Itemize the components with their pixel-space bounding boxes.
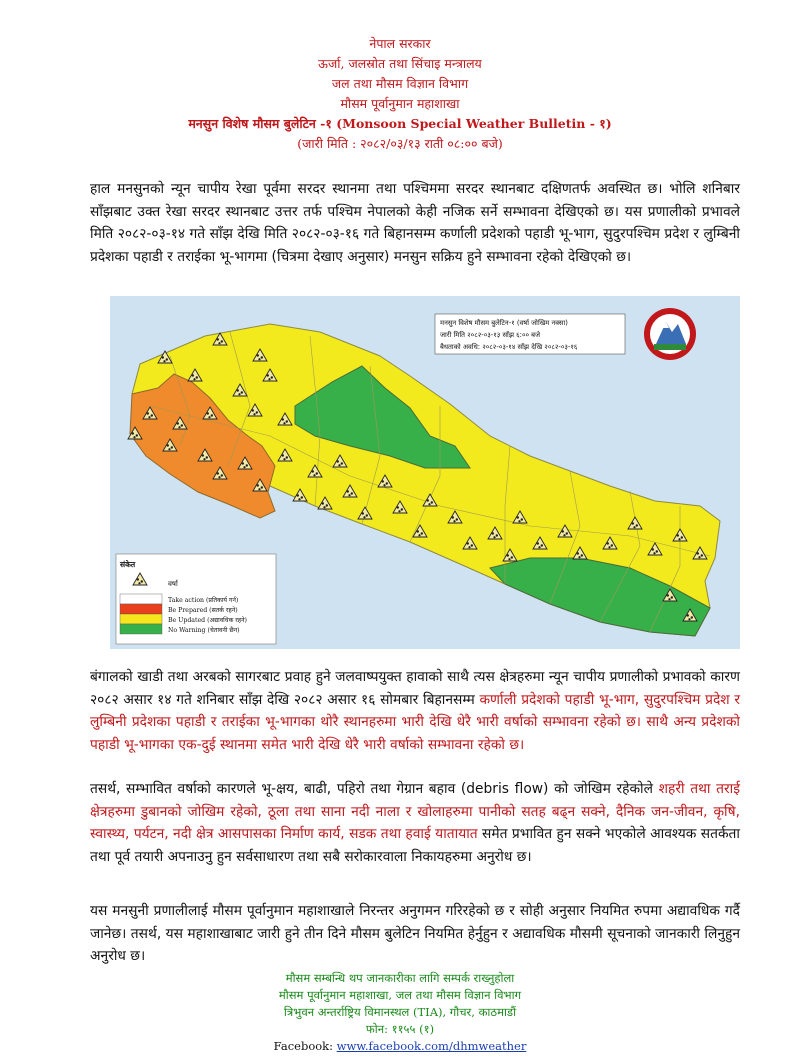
legend-take-action: Take action (प्रतिकार्य गर्न) [168, 597, 239, 604]
forecast-warning: कर्णाली प्रदेशको पहाडी भू-भाग, सुदुरपश्चिम प्रदेश र लुम्बिनी प्रदेशका पहाडी र तराईका भू-भागका थोरै स्थानहरुमा भारी देखि धेरै भारी वर्षाको सम्भावना रहेको छ। साथै अन्य प्रदेशको पहाडी भू-भागका एक-दुई स्थानमा समेत भारी देखि धेरै भारी वर्षाको सम्भावना रहेको छ। [90, 691, 740, 753]
issue-date: (जारी मिति : २०८२/०३/१३ राती ०८:०० बजे) [297, 136, 503, 151]
rainfall-risk-map [110, 296, 740, 649]
footer-line3: त्रिभुवन अन्तर्राष्ट्रिय विमानस्थल (TIA), गौचर, काठमाडौं [283, 1005, 517, 1019]
government-line: नेपाल सरकार [369, 36, 431, 51]
footer-line2: मौसम पूर्वानुमान महाशाखा, जल तथा मौसम विज्ञान विभाग [278, 988, 522, 1002]
forecast-intro: बंगालको खाडी तथा अरबको सागरबाट प्रवाह हुने जलवाष्पयुक्त हावाको साथै त्यस क्षेत्रहरुमा न्यून चापीय प्रणालीको प्रभावको कारण २०८२ असार १४ गते शनिबार साँझ देखि २०८२ असार १६ सोमबार बिहानसम्म [90, 669, 740, 708]
paragraph-forecast [90, 666, 740, 756]
legend-no-warning: No Warning (चेतावनी छैन) [168, 627, 240, 634]
risk-impacts: शहरी तथा तराई क्षेत्रहरुमा डुबानको जोखिम रहेको, ठूला तथा साना नदी नाला र खोलाहरुमा पानीको सतह बढ्न सक्ने, दैनिक जन-जीवन, कृषि, स्वास्थ्य, पर्यटन, नदी क्षेत्र आसपासका निर्माण कार्य, सडक तथा हवाई यातायात [90, 781, 740, 842]
paragraph-risk [90, 778, 740, 868]
department-line: जल तथा मौसम विज्ञान विभाग [331, 76, 469, 91]
legend-symbol-label: वर्षा [168, 580, 178, 588]
contact-footer [0, 970, 800, 1055]
footer-facebook [0, 1038, 800, 1055]
ministry-line: ऊर्जा, जलस्रोत तथा सिंचाइ मन्त्रालय [318, 56, 482, 71]
map-info-line2: जारी मिति २०८२-०३-१३ साँझ ६:०० बजे [440, 331, 541, 339]
map-legend [116, 554, 276, 644]
facebook-link[interactable]: www.facebook.com/dhmweather [336, 1039, 527, 1053]
footer-line1: मौसम सम्बन्धि थप जानकारीका लागि सम्पर्क राख्नुहोला [285, 971, 515, 985]
footer-phone: फोन: ११५५ (१) [365, 1022, 435, 1036]
risk-request: समेत प्रभावित हुन सक्ने भएकोले आवश्यक सतर्कता तथा पूर्व तयारी अपनाउनु हुन सर्वसाधारण तथा सबै सरोकारवाला निकायहरुमा अनुरोध छ। [90, 826, 740, 865]
bulletin-title: मनसुन विशेष मौसम बुलेटिन -१ (Monsoon Special Weather Bulletin - १) [188, 116, 612, 131]
map-info-line1: मनसुन विशेष मौसम बुलेटिन-१ (वर्षा जोखिम नक्सा) [440, 319, 568, 327]
facebook-label: Facebook: [273, 1039, 334, 1053]
legend-be-prepared: Be Prepared (सतर्क रहने) [168, 607, 238, 614]
division-line: मौसम पूर्वानुमान महाशाखा [340, 96, 460, 111]
risk-intro: तसर्थ, सम्भावित वर्षाको कारणले भू-क्षय, बाढी, पहिरो तथा गेग्रान बहाव (debris flow) को जोखिम रहेकोले [90, 781, 653, 797]
paragraph-situation: हाल मनसुनको न्यून चापीय रेखा पूर्वमा सरदर स्थानमा तथा पश्चिममा सरदर स्थानबाट दक्षिणतर्फ अवस्थित छ। भोलि शनिबार साँझबाट उक्त रेखा सरदर स्थानबाट उत्तर तर्फ पश्चिम नेपालको केही नजिक सर्ने सम्भावना देखिएको छ। यस प्रणालीको प्रभावले मिति २०८२-०३-१४ गते साँझ देखि मिति २०८२-०३-१६ गते बिहानसम्म कर्णाली प्रदेशको पहाडी भू-भाग, सुदुरपश्चिम प्रदेश र लुम्बिनी प्रदेशका पहाडी र तराईका भू-भागमा (चित्रमा देखाए अनुसार) मनसुन सक्रिय हुने सम्भावना रहेको देखिएको छ। [90, 181, 740, 265]
map-info-box [435, 314, 625, 354]
nepal-emblem-icon [644, 308, 696, 360]
paragraph-monitoring: यस मनसुनी प्रणालीलाई मौसम पूर्वानुमान महाशाखाले निरन्तर अनुगमन गरिरहेको छ र सोही अनुसार नियमित रुपमा अद्यावधिक गर्दै जानेछ। तसर्थ, यस महाशाखाबाट जारी हुने तीन दिने मौसम बुलेटिन नियमित हेर्नुहुन र अद्यावधिक मौसमी सूचनाको जानकारी लिनुहुन अनुरोध छ। [90, 903, 740, 964]
bulletin-header [0, 34, 800, 154]
legend-be-updated: Be Updated (अद्यावधिक रहने) [168, 617, 247, 624]
legend-title: संकेत [120, 560, 136, 569]
map-info-line3: बैधताको अवधि: २०८२-०३-१४ साँझ देखि २०८२-०३-१६ [440, 343, 578, 351]
